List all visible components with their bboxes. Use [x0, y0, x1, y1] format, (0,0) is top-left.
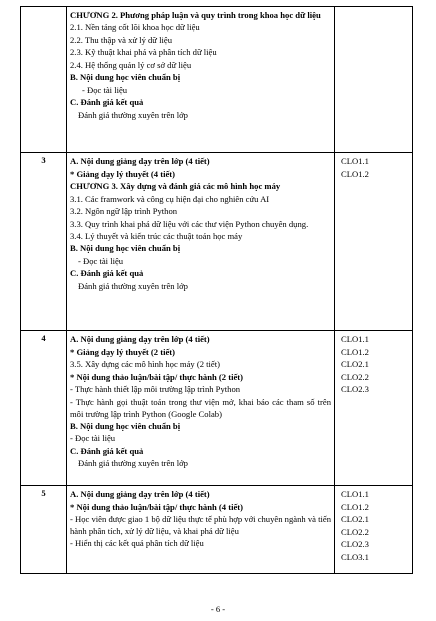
- content-heading: * Giảng dạy lý thuyết (4 tiết): [70, 168, 176, 179]
- content-heading: B. Nội dung học viên chuẩn bị: [70, 420, 181, 431]
- clo-cell: [335, 486, 413, 574]
- session-number: 3: [21, 153, 67, 331]
- content-line: 2.4. Hệ thống quản lý cơ sở dữ liệu: [70, 59, 192, 70]
- session-number: 4: [21, 331, 67, 486]
- content-line: Đánh giá thường xuyên trên lớp: [78, 458, 188, 468]
- content-line: - Đọc tài liệu: [78, 255, 124, 266]
- table-row: [21, 153, 413, 331]
- content-line: - Hiển thị các kết quả phân tích dữ liệu: [70, 538, 204, 548]
- content-heading: B. Nội dung học viên chuẩn bị: [70, 243, 181, 253]
- content-line: Đánh giá thường xuyên trên lớp: [78, 109, 188, 120]
- session-number: [21, 7, 67, 153]
- content-line: - Đọc tài liệu: [70, 433, 116, 443]
- content-line: 3.5. Xây dựng các mô hình học máy (2 tiết): [70, 359, 220, 369]
- session-content: [67, 331, 335, 486]
- session-number: 5: [21, 486, 67, 574]
- clo-code: CLO1.1: [341, 156, 369, 166]
- clo-cell: [335, 331, 413, 486]
- clo-cell: [335, 153, 413, 331]
- clo-code: CLO3.1: [341, 551, 369, 562]
- syllabus-table-body: [21, 7, 413, 574]
- clo-code: CLO1.2: [341, 168, 369, 179]
- content-heading: * Giảng dạy lý thuyết (2 tiết): [70, 346, 176, 357]
- clo-code: CLO2.3: [341, 384, 369, 394]
- content-line: - Đọc tài liệu: [82, 84, 128, 95]
- content-line: 3.1. Các framwork và công cụ hiện đại cho nghiên cứu AI: [70, 193, 270, 204]
- clo-code: CLO2.2: [341, 526, 369, 537]
- content-line: 2.2. Thu thập và xử lý dữ liệu: [70, 34, 173, 45]
- table-row: [21, 486, 413, 574]
- content-heading: CHƯƠNG 2. Phương pháp luận và quy trình trong khoa học dữ liệu: [70, 10, 321, 20]
- session-content: [67, 153, 335, 331]
- table-row: [21, 7, 413, 153]
- content-line: 3.4. Lý thuyết và kiến trúc các thuật toán học máy: [70, 230, 243, 241]
- content-line: 2.3. Kỹ thuật khai phá và phân tích dữ liệu: [70, 47, 217, 57]
- syllabus-table: [20, 6, 413, 574]
- content-heading: * Nội dung thảo luận/bài tập/ thực hành (2 tiết): [70, 371, 244, 382]
- clo-code: CLO2.1: [341, 359, 369, 369]
- content-heading: C. Đánh giá kết quả: [70, 268, 144, 278]
- session-content: [67, 7, 335, 153]
- content-line: 3.2. Ngôn ngữ lập trình Python: [70, 206, 178, 216]
- table-row: [21, 331, 413, 486]
- content-heading: B. Nội dung học viên chuẩn bị: [70, 72, 181, 82]
- clo-code: CLO1.2: [341, 501, 369, 512]
- clo-cell: [335, 7, 413, 153]
- session-content: [67, 486, 335, 574]
- page-number: - 6 -: [210, 604, 226, 614]
- content-line: Đánh giá thường xuyên trên lớp: [78, 280, 188, 291]
- clo-code: CLO1.1: [341, 334, 369, 344]
- content-heading: A. Nội dung giảng dạy trên lớp (4 tiết): [70, 489, 210, 499]
- clo-code: CLO2.3: [341, 539, 369, 549]
- content-heading: * Nội dung thảo luận/bài tập/ thực hành (4 tiết): [70, 501, 244, 512]
- content-heading: A. Nội dung giảng dạy trên lớp (4 tiết): [70, 334, 210, 344]
- content-line: - Thực hành gọi thuật toán trong thư viện mở, khai báo các tham số trên môi trường lập trình Python (Google Colab): [70, 396, 331, 419]
- content-line: - Thực hành thiết lập môi trường lập trình Python: [70, 384, 241, 394]
- content-heading: A. Nội dung giảng dạy trên lớp (4 tiết): [70, 156, 210, 166]
- clo-code: CLO2.2: [341, 371, 369, 382]
- content-line: - Học viên được giao 1 bộ dữ liệu thực tế phù hợp với chuyên ngành và tiến hành phân tích, xử lý dữ liệu, và khai phá dữ liệu: [70, 514, 331, 536]
- content-heading: C. Đánh giá kết quả: [70, 445, 144, 456]
- content-line: 3.3. Quy trình khai phá dữ liệu với các thư viện Python chuyên dụng.: [70, 218, 309, 229]
- content-heading: C. Đánh giá kết quả: [70, 97, 144, 107]
- content-line: 2.1. Nền tảng cốt lõi khoa học dữ liệu: [70, 22, 200, 32]
- content-heading: CHƯƠNG 3. Xây dựng và đánh giá các mô hình học máy: [70, 181, 281, 191]
- clo-code: CLO1.1: [341, 489, 369, 499]
- clo-code: CLO2.1: [341, 514, 369, 524]
- clo-code: CLO1.2: [341, 346, 369, 357]
